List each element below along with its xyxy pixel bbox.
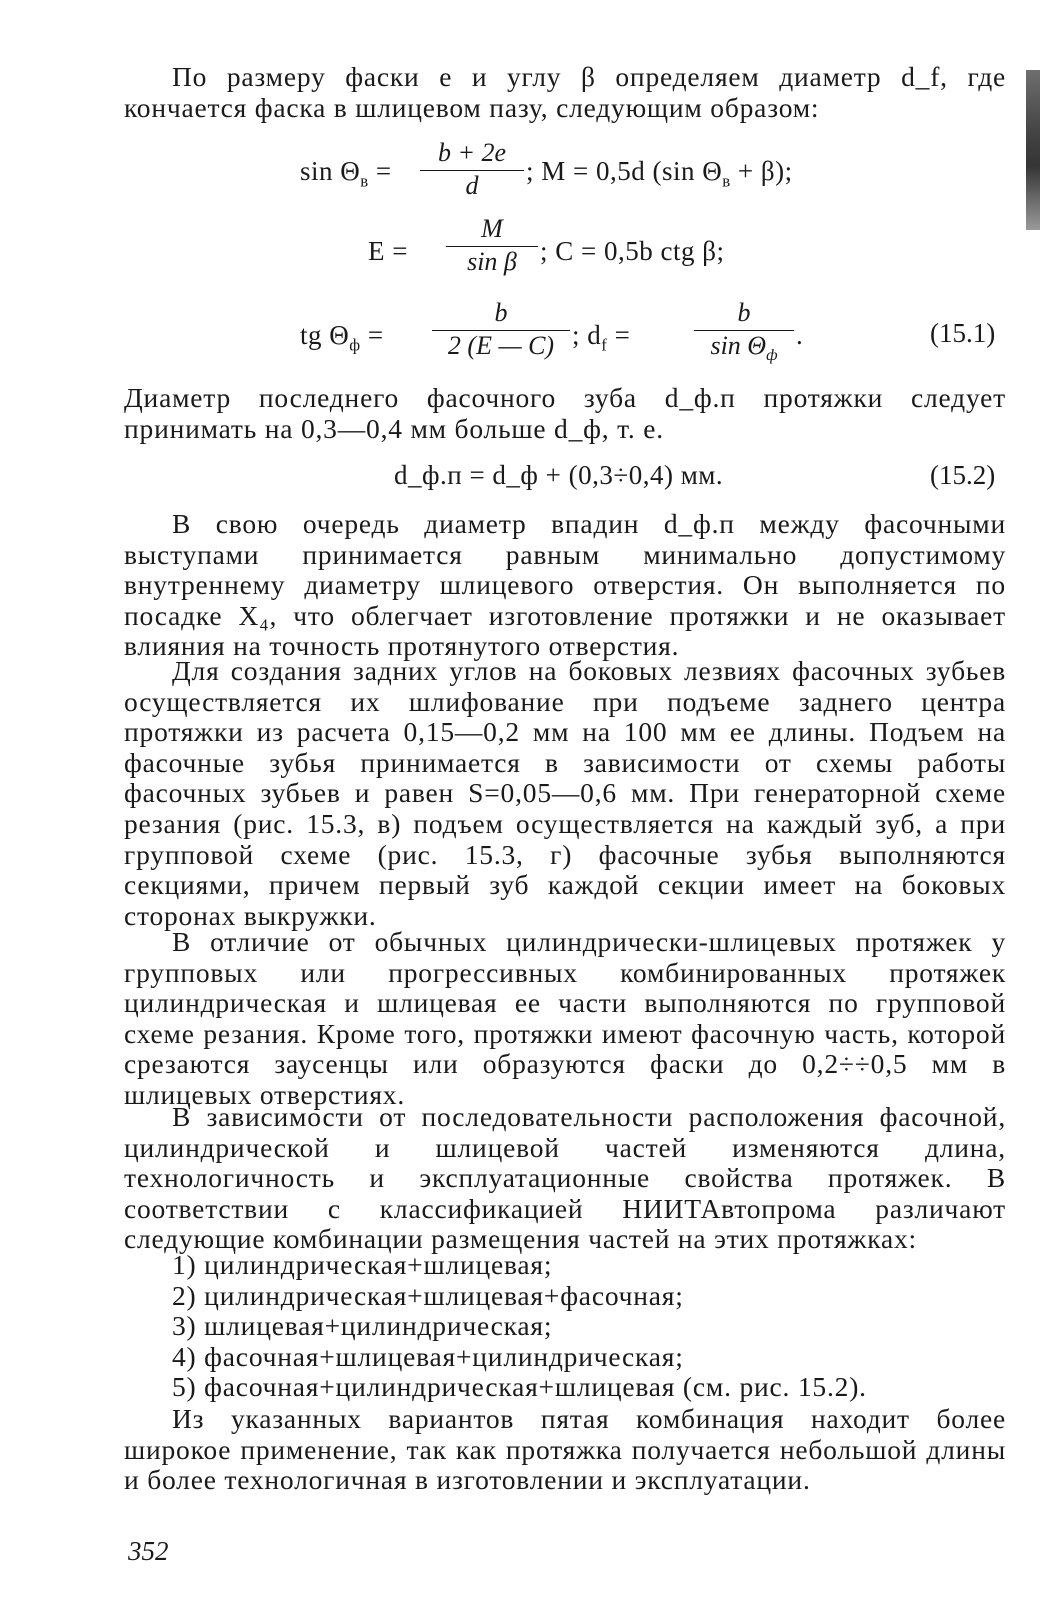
formula-d-f: ; $d_f$ =: [572, 320, 631, 355]
formula-15-2: d_ф.п = d_ф + (0,3÷0,4) мм.: [394, 460, 724, 490]
paragraph-group-broaches: В отличие от обычных цилиндрически-шлицевых протяжек у групповых или прогрессивных комбинированных протяжек цилиндрическая и шлицевая ее части выполняются по групповой схеме резания. Кроме того, протяжки имеют фасочную часть, которой срезаются заусенцы или образуются фаски до 0,2÷÷0,5 мм в шлицевых отверстиях.: [124, 926, 1006, 1110]
formula-C: ; C = 0,5b ctg β;: [540, 236, 725, 266]
fraction-M-over-sin-beta: $\frac{M}{\text{sin β}}$: [446, 214, 538, 277]
list-item: 2) цилиндрическая+шлицевая+фасочная;: [172, 1279, 684, 1311]
paragraph-relief-angles: Для создания задних углов на боковых лезвиях фасочных зубьев осуществляется их шлифование при подъеме заднего центра протяжки из расчета 0,15—0,2 мм на 100 мм ее длины. Подъем на фасочные зубья принимается в зависимости от схемы работы фасочных зубьев и равен S=0,05—0,6 мм. При генераторной схеме резания (рис. 15.3, в) подъем осуществляется на каждый зуб, а при групповой схеме (рис. 15.3, г) фасочные зубья выполняются секциями, причем первый зуб каждой секции имеет на боковых сторонах выкружки.: [124, 655, 1006, 931]
paragraph-root-diameter: В свою очередь диаметр впадин d_ф.п между фасочными выступами принимается равным минимально допустимому внутреннему диаметру шлицевого отверстия. Он выполняется по посадке X₄, что облегчает изготовление протяжки и не оказывает влияния на точность протянутого отверстия.: [124, 508, 1006, 662]
formula-sin-theta-v: $\sin \Theta_в$ =: [300, 156, 392, 191]
fraction-b-over-sin-theta-f: b $\sin \Theta_ф$: [694, 298, 794, 365]
paragraph-intro: По размеру фаски e и углу β определяем диаметр d_f, где кончается фаска в шлицевом пазу, следующим образом:: [124, 61, 1006, 123]
list-item: 1) цилиндрическая+шлицевая;: [172, 1249, 553, 1280]
formula-E-lhs: E =: [368, 236, 408, 266]
fraction-b-plus-2e-over-d: $\frac{b + 2e}{d}$: [420, 138, 524, 201]
scan-edge-shadow: [1026, 70, 1040, 230]
equation-number-15-2: (15.2): [930, 460, 996, 490]
formula-tg-theta-f: tg $\Theta_ф$ =: [300, 320, 384, 355]
list-item: 3) шлицевая+цилиндрическая;: [172, 1310, 553, 1342]
paragraph-diameter-last-tooth: Диаметр последнего фасочного зуба d_ф.п протяжки следует принимать на 0,3—0,4 мм больше d_ф, т. е.: [124, 382, 1006, 444]
formula-M: ; M = 0,5d (sin $\Theta_в + \beta$);: [526, 156, 793, 191]
paragraph-combinations: В зависимости от последовательности расположения фасочной, цилиндрической и шлицевой частей изменяются длина, технологичность и эксплуатационные свойства протяжек. В соответствии с классификацией НИИТАвтопрома различают следующие комбинации размещения частей на этих протяжках:: [124, 1101, 1006, 1255]
fraction-b-over-2-E-minus-C: $\frac{b}{2 (E — C)}$: [432, 298, 570, 361]
combinations-list: [172, 1250, 867, 1403]
list-item: 4) фасочная+шлицевая+цилиндрическая;: [172, 1340, 684, 1372]
paragraph-conclusion: Из указанных вариантов пятая комбинация находит более широкое применение, так как протяжка получается небольшой длины и более технологичная в изготовлении и эксплуатации.: [124, 1403, 1006, 1496]
book-page: По размеру фаски e и углу β определяем диаметр d_f, где кончается фаска в шлицевом пазу, следующим образом: $\sin \Theta_в$ = $\frac{b + 2e}{d}$ ; M = 0,5d (sin $\Theta_в + \beta$); E = $\frac{M}{\text{sin β}}$ ; C = 0,5b ctg β; tg $\Theta_ф$ = $\frac{b}{2 (E — C)}$ ; $d_f$ = b $\sin \Theta_ф$ . (15.1) Диаметр последнего фасочного зуба d_ф.п протяжки следует принимать на 0,3—0,4 мм больше d_ф, т. е. d_ф.п = d_ф + (0,3÷0,4) мм. (15.2) В свою очередь диаметр впадин d_ф.п между фасочными выступами принимается равным минимально допустимому внутреннему диаметру шлицевого отверстия. Он выполняется по посадке X₄, что облегчает изготовление протяжки и не оказывает влияния на точность протянутого отверстия. Для создания задних углов на боковых лезвиях фасочных зубьев осуществляется их шлифование при подъеме заднего центра протяжки из расчета 0,15—0,2 мм на 100 мм ее длины. Подъем на фасочные зубья принимается в зависимости от схемы работы фасочных зубьев и равен S=0,05—0,6 мм. При генераторной схеме резания (рис. 15.3, в) подъем осуществляется на каждый зуб, а при групповой схеме (рис. 15.3, г) фасочные зубья выполняются секциями, причем первый зуб каждой секции имеет на боковых сторонах выкружки. В отличие от обычных цилиндрически-шлицевых протяжек у групповых или прогрессивных комбинированных протяжек цилиндрическая и шлицевая ее части выполняются по групповой схеме резания. Кроме того, протяжки имеют фасочную часть, которой срезаются заусенцы или образуются фаски до 0,2÷÷0,5 мм в шлицевых отверстиях. В зависимости от последовательности расположения фасочной, цилиндрической и шлицевой частей изменяются длина, технологичность и эксплуатационные свойства протяжек. В соответствии с классификацией НИИТАвтопрома различают следующие комбинации размещения частей на этих протяжках: 1) цилиндрическая+шлицевая; 2) цилиндрическая+шлицевая+фасочная; 3) шлицевая+цилиндрическая; 4) фасочная+шлицевая+цилиндрическая; 5) фасочная+цилиндрическая+шлицевая (см. рис. 15.2). Из указанных вариантов пятая комбинация находит более широкое применение, так как протяжка получается небольшой длины и более технологичная в изготовлении и эксплуатации. 352: [0, 0, 1040, 1600]
equation-number-15-1: (15.1): [930, 318, 996, 348]
list-item: 5) фасочная+цилиндрическая+шлицевая (см. рис. 15.2).: [172, 1371, 867, 1403]
page-number: 352: [128, 1536, 169, 1566]
